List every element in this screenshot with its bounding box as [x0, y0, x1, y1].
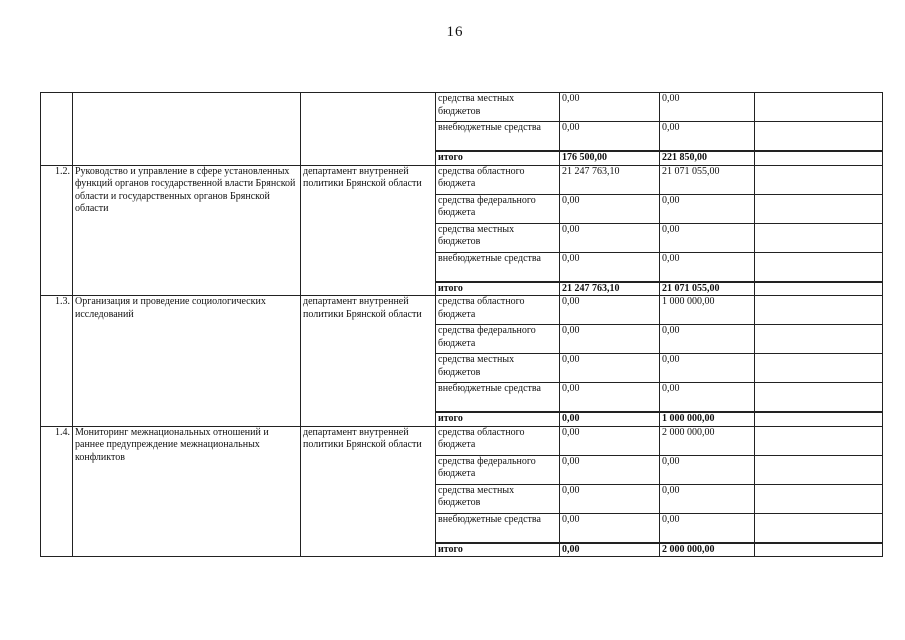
table-row: [41, 296, 883, 325]
empty-cell: [755, 325, 883, 354]
item-number-cell: 1.2.: [41, 165, 73, 296]
amount-year2-cell: 0,00: [660, 455, 755, 484]
total-label-cell: итого: [436, 151, 560, 165]
empty-cell: [755, 426, 883, 455]
funding-source-cell: средства федерального бюджета: [436, 325, 560, 354]
empty-cell: [755, 122, 883, 152]
total-label-cell: итого: [436, 412, 560, 426]
total-year1-cell: 21 247 763,10: [560, 282, 660, 296]
empty-cell: [755, 455, 883, 484]
total-label-cell: итого: [436, 543, 560, 557]
total-year1-cell: 176 500,00: [560, 151, 660, 165]
empty-cell: [755, 543, 883, 557]
empty-cell: [755, 223, 883, 252]
table-row: [41, 165, 883, 194]
amount-year2-cell: 0,00: [660, 513, 755, 543]
empty-cell: [755, 513, 883, 543]
amount-year2-cell: 0,00: [660, 383, 755, 413]
total-year1-cell: 0,00: [560, 543, 660, 557]
amount-year1-cell: 21 247 763,10: [560, 165, 660, 194]
amount-year1-cell: 0,00: [560, 93, 660, 122]
amount-year2-cell: 0,00: [660, 325, 755, 354]
table-row: [41, 426, 883, 455]
item-number-cell: 1.4.: [41, 426, 73, 557]
funding-source-cell: средства местных бюджетов: [436, 354, 560, 383]
empty-cell: [755, 93, 883, 122]
funding-source-cell: внебюджетные средства: [436, 252, 560, 282]
item-number-cell: [41, 93, 73, 166]
amount-year1-cell: 0,00: [560, 354, 660, 383]
executor-cell: [301, 93, 436, 166]
total-year1-cell: 0,00: [560, 412, 660, 426]
activity-name-cell: Руководство и управление в сфере установленных функций органов государственной власти Брянской области и государственных органов Брянской области: [73, 165, 301, 296]
total-year2-cell: 21 071 055,00: [660, 282, 755, 296]
amount-year1-cell: 0,00: [560, 513, 660, 543]
amount-year1-cell: 0,00: [560, 296, 660, 325]
funding-source-cell: средства федерального бюджета: [436, 194, 560, 223]
total-year2-cell: 221 850,00: [660, 151, 755, 165]
page-number: 16: [446, 24, 464, 40]
amount-year2-cell: 21 071 055,00: [660, 165, 755, 194]
amount-year1-cell: 0,00: [560, 325, 660, 354]
empty-cell: [755, 252, 883, 282]
amount-year1-cell: 0,00: [560, 383, 660, 413]
funding-source-cell: средства местных бюджетов: [436, 484, 560, 513]
amount-year1-cell: 0,00: [560, 252, 660, 282]
empty-cell: [755, 151, 883, 165]
amount-year2-cell: 0,00: [660, 354, 755, 383]
amount-year1-cell: 0,00: [560, 455, 660, 484]
budget-table: [40, 92, 883, 557]
executor-cell: департамент внутренней политики Брянской области: [301, 426, 436, 557]
total-year2-cell: 1 000 000,00: [660, 412, 755, 426]
funding-source-cell: средства областного бюджета: [436, 165, 560, 194]
empty-cell: [755, 354, 883, 383]
funding-source-cell: средства федерального бюджета: [436, 455, 560, 484]
amount-year2-cell: 0,00: [660, 252, 755, 282]
amount-year2-cell: 0,00: [660, 223, 755, 252]
empty-cell: [755, 383, 883, 413]
amount-year1-cell: 0,00: [560, 426, 660, 455]
budget-table-body: [41, 93, 883, 557]
empty-cell: [755, 194, 883, 223]
funding-source-cell: средства областного бюджета: [436, 426, 560, 455]
executor-cell: департамент внутренней политики Брянской области: [301, 165, 436, 296]
activity-name-cell: Мониторинг межнациональных отношений и раннее предупреждение межнациональных конфликтов: [73, 426, 301, 557]
amount-year1-cell: 0,00: [560, 484, 660, 513]
amount-year2-cell: 0,00: [660, 93, 755, 122]
amount-year2-cell: 0,00: [660, 484, 755, 513]
empty-cell: [755, 296, 883, 325]
empty-cell: [755, 282, 883, 296]
empty-cell: [755, 165, 883, 194]
amount-year2-cell: 1 000 000,00: [660, 296, 755, 325]
item-number-cell: 1.3.: [41, 296, 73, 427]
executor-cell: департамент внутренней политики Брянской области: [301, 296, 436, 427]
amount-year1-cell: 0,00: [560, 223, 660, 252]
total-label-cell: итого: [436, 282, 560, 296]
amount-year1-cell: 0,00: [560, 122, 660, 152]
empty-cell: [755, 484, 883, 513]
total-year2-cell: 2 000 000,00: [660, 543, 755, 557]
amount-year2-cell: 2 000 000,00: [660, 426, 755, 455]
funding-source-cell: внебюджетные средства: [436, 122, 560, 152]
table-row: [41, 93, 883, 122]
funding-source-cell: внебюджетные средства: [436, 513, 560, 543]
funding-source-cell: средства местных бюджетов: [436, 93, 560, 122]
funding-source-cell: внебюджетные средства: [436, 383, 560, 413]
amount-year1-cell: 0,00: [560, 194, 660, 223]
amount-year2-cell: 0,00: [660, 122, 755, 152]
funding-source-cell: средства местных бюджетов: [436, 223, 560, 252]
activity-name-cell: [73, 93, 301, 166]
empty-cell: [755, 412, 883, 426]
activity-name-cell: Организация и проведение социологических исследований: [73, 296, 301, 427]
funding-source-cell: средства областного бюджета: [436, 296, 560, 325]
amount-year2-cell: 0,00: [660, 194, 755, 223]
